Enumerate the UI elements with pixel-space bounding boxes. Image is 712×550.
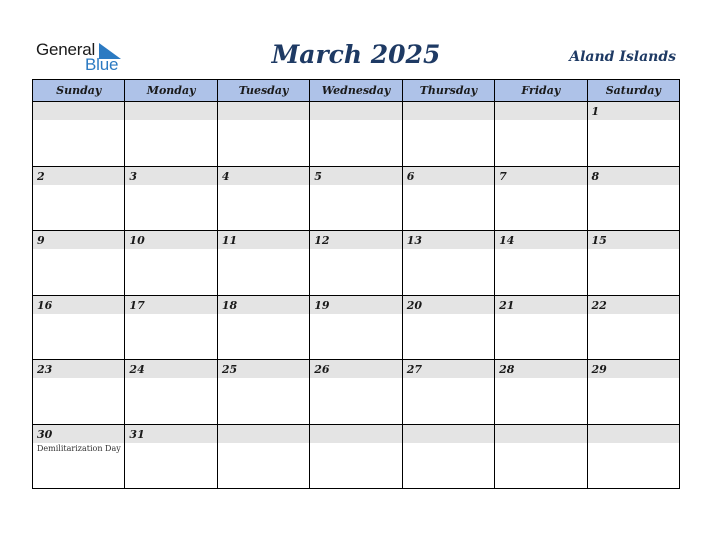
day-cell[interactable] [125, 166, 217, 231]
day-number-band [218, 360, 309, 378]
day-number-band [588, 231, 679, 249]
logo [36, 40, 126, 76]
day-number: 22 [591, 298, 607, 312]
day-cell[interactable] [495, 360, 587, 425]
day-number: 18 [221, 298, 238, 312]
day-number-band [33, 102, 124, 120]
day-cell[interactable] [310, 424, 402, 489]
day-number: 31 [129, 427, 145, 441]
day-cell[interactable] [587, 295, 679, 360]
day-number-band [310, 167, 401, 185]
day-cell[interactable] [33, 360, 125, 425]
day-cell[interactable] [310, 295, 402, 360]
day-number-band [33, 425, 124, 443]
day-cell[interactable] [217, 424, 309, 489]
logo-word-blue: Blue [85, 55, 119, 74]
week-row [33, 102, 680, 167]
day-cell[interactable] [495, 424, 587, 489]
day-cell[interactable] [310, 360, 402, 425]
day-number-band [495, 102, 586, 120]
calendar-grid [32, 79, 680, 489]
day-number-band [495, 360, 586, 378]
day-number: 1 [591, 105, 600, 118]
day-number-band [403, 296, 494, 314]
day-number: 4 [221, 169, 230, 183]
day-cell[interactable] [125, 102, 217, 167]
day-cell[interactable] [402, 295, 494, 360]
day-number: 7 [499, 169, 507, 183]
weekday-header: Saturday [587, 80, 679, 102]
day-number-band [218, 296, 309, 314]
day-number-band [125, 425, 216, 443]
day-number-band [125, 296, 216, 314]
day-number-band [588, 360, 679, 378]
day-cell[interactable] [495, 295, 587, 360]
day-number-band [588, 425, 679, 443]
day-number: 24 [129, 363, 145, 376]
day-cell[interactable] [402, 166, 494, 231]
day-cell[interactable] [125, 424, 217, 489]
day-cell[interactable] [33, 295, 125, 360]
day-cell[interactable] [217, 231, 309, 296]
day-number-band [588, 102, 679, 120]
day-number-band [33, 231, 124, 249]
day-number: 30 [37, 427, 53, 441]
day-cell[interactable] [310, 231, 402, 296]
week-row [33, 231, 680, 296]
logo-word-general: General [36, 40, 96, 59]
weekday-header: Wednesday [310, 80, 402, 102]
day-number: 2 [37, 169, 45, 183]
day-number: 13 [406, 234, 422, 247]
day-cell[interactable] [495, 166, 587, 231]
weekday-header: Monday [125, 80, 217, 102]
day-number-band [218, 167, 309, 185]
day-cell[interactable] [125, 360, 217, 425]
day-number-band [125, 360, 216, 378]
day-number: 20 [406, 298, 422, 312]
weekday-header: Friday [495, 80, 587, 102]
day-number-band [310, 102, 401, 120]
day-number-band [310, 360, 401, 378]
day-number: 5 [314, 169, 322, 183]
day-number-band [33, 296, 124, 314]
day-cell[interactable] [33, 102, 125, 167]
day-cell[interactable] [310, 166, 402, 231]
day-number: 23 [37, 363, 53, 376]
day-number: 10 [129, 234, 145, 247]
day-number: 16 [37, 298, 53, 312]
day-number: 3 [129, 169, 138, 183]
day-number-band [403, 360, 494, 378]
week-row [33, 360, 680, 425]
day-cell[interactable] [495, 231, 587, 296]
day-number: 28 [499, 363, 515, 376]
day-number: 15 [591, 234, 607, 247]
day-number-band [125, 167, 216, 185]
day-number-band [495, 231, 586, 249]
day-number: 8 [591, 169, 600, 183]
day-number-band [218, 425, 309, 443]
week-row [33, 166, 680, 231]
weekday-header-row [33, 80, 680, 102]
day-number: 14 [499, 234, 515, 247]
day-cell[interactable] [402, 102, 494, 167]
holiday-label: Demilitarization Day [37, 443, 121, 453]
day-cell[interactable] [217, 295, 309, 360]
country-name: Aland Islands [569, 49, 676, 65]
day-number-band [218, 102, 309, 120]
day-number-band [588, 296, 679, 314]
day-cell[interactable] [587, 102, 679, 167]
day-number: 11 [221, 234, 238, 247]
calendar-body [33, 102, 680, 489]
day-number-band [310, 231, 401, 249]
day-cell[interactable] [495, 102, 587, 167]
day-number-band [495, 167, 586, 185]
day-cell[interactable] [587, 360, 679, 425]
day-cell[interactable] [33, 424, 125, 489]
day-number: 17 [129, 298, 145, 312]
day-number: 27 [406, 363, 422, 376]
day-number-band [403, 425, 494, 443]
day-cell[interactable] [125, 231, 217, 296]
day-number-band [495, 296, 586, 314]
day-cell[interactable] [587, 424, 679, 489]
weekday-header: Thursday [402, 80, 494, 102]
day-number-band [125, 102, 216, 120]
day-cell[interactable] [125, 295, 217, 360]
day-number-band [310, 296, 401, 314]
day-number-band [588, 167, 679, 185]
day-cell[interactable] [310, 102, 402, 167]
day-number: 25 [221, 363, 238, 376]
weekday-header: Tuesday [217, 80, 309, 102]
day-number-band [125, 231, 216, 249]
day-cell[interactable] [33, 231, 125, 296]
day-number: 6 [406, 169, 415, 183]
day-cell[interactable] [33, 166, 125, 231]
page-title: March 2025 [271, 40, 441, 69]
day-cell[interactable] [402, 360, 494, 425]
day-number: 19 [314, 298, 330, 312]
day-number-band [403, 231, 494, 249]
day-number: 29 [591, 363, 607, 376]
day-cell[interactable] [402, 231, 494, 296]
day-cell[interactable] [217, 166, 309, 231]
day-cell[interactable] [402, 424, 494, 489]
week-row [33, 295, 680, 360]
day-cell[interactable] [587, 166, 679, 231]
day-number: 9 [37, 234, 45, 247]
day-number: 26 [314, 363, 330, 376]
day-cell[interactable] [587, 231, 679, 296]
day-number-band [403, 167, 494, 185]
day-number: 12 [314, 234, 330, 247]
day-number: 21 [499, 298, 515, 312]
day-number-band [33, 167, 124, 185]
day-cell[interactable] [217, 102, 309, 167]
day-number-band [495, 425, 586, 443]
day-number-band [218, 231, 309, 249]
week-row [33, 424, 680, 489]
day-number-band [33, 360, 124, 378]
day-number-band [310, 425, 401, 443]
day-number-band [403, 102, 494, 120]
day-cell[interactable] [217, 360, 309, 425]
weekday-header: Sunday [33, 80, 125, 102]
